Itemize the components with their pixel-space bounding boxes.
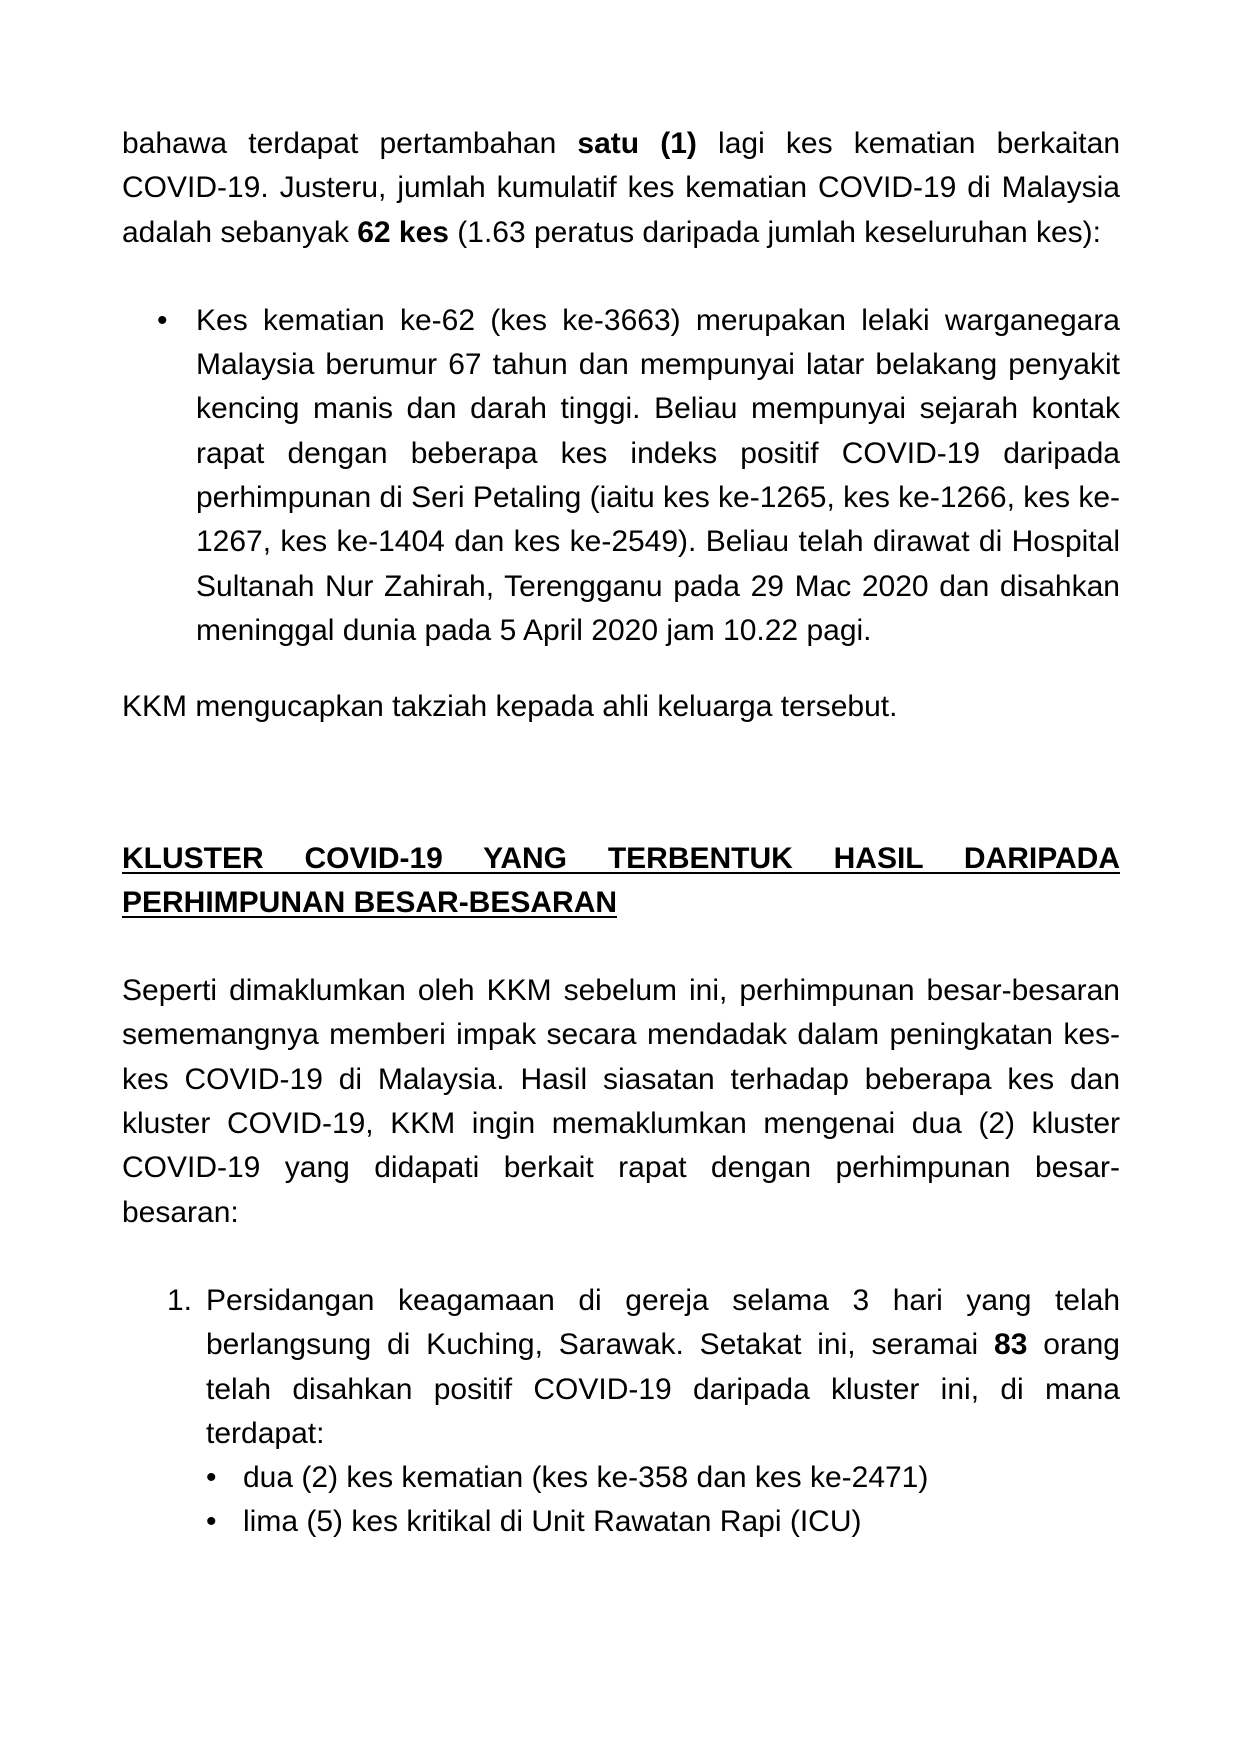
intro-text-2: lagi kes kematian berkaitan COVID-19. Justeru, jumlah kumulatif kes kematian COVID-19 di Malaysia adalah sebanyak: [122, 127, 1121, 249]
intro-bold-total: 62 kes: [357, 215, 449, 249]
intro-paragraph: [122, 122, 1120, 255]
list-number: 1.: [167, 1283, 193, 1317]
section-heading-line-1: KLUSTER COVID-19 YANG TERBENTUK HASIL DARIPADA: [122, 841, 1120, 875]
sub-list-item: [206, 1500, 1120, 1544]
intro-bold-count: satu (1): [577, 127, 697, 160]
bullet-icon: •: [157, 303, 168, 337]
section-heading: [122, 837, 1120, 926]
document-page: [122, 122, 1120, 1545]
intro-text-1: bahawa terdapat pertambahan: [122, 127, 578, 160]
section-heading-line-2: PERHIMPUNAN BESAR-BESARAN: [122, 885, 618, 919]
cluster-intro-paragraph: Seperti dimaklumkan oleh KKM sebelum ini, perhimpunan besar-besaran sememangnya memberi impak secara mendadak dalam peningkatan kes-kes COVID-19 di Malaysia. Hasil siasatan terhadap beberapa kes dan kluster COVID-19, KKM ingin memaklumkan mengenai dua (2) kluster COVID-19 yang didapati berkait rapat dengan perhimpunan besar-besaran:: [122, 974, 1120, 1229]
death-case-text: Kes kematian ke-62 (kes ke-3663) merupakan lelaki warganegara Malaysia berumur 67 tahun dan mempunyai latar belakang penyakit kencing manis dan darah tinggi. Beliau mempunyai sejarah kontak rapat dengan beberapa kes indeks positif COVID-19 daripada perhimpunan di Seri Petaling (iaitu kes ke-1265, kes ke-1266, kes ke-1267, kes ke-1404 dan kes ke-2549). Beliau telah dirawat di Hospital Sultanah Nur Zahirah, Terengganu pada 29 Mac 2020 dan disahkan meninggal dunia pada 5 April 2020 jam 10.22 pagi.: [196, 303, 1120, 647]
bullet-icon: •: [206, 1461, 217, 1495]
sub-item-text: lima (5) kes kritikal di Unit Rawatan Rapi (ICU): [243, 1505, 862, 1539]
sub-item-text: dua (2) kes kematian (kes ke-358 dan kes ke-2471): [243, 1461, 929, 1495]
cluster-item: [122, 1279, 1120, 1545]
sub-list-item: [206, 1456, 1120, 1500]
bullet-icon: •: [206, 1505, 217, 1539]
cluster-list: [122, 1279, 1120, 1545]
cluster-bold-count: 83: [994, 1328, 1028, 1362]
cluster-text-2: orang telah disahkan positif COVID-19 daripada kluster ini, di mana terdapat:: [206, 1328, 1120, 1450]
intro-text-3: (1.63 peratus daripada jumlah keseluruhan kes):: [448, 215, 1101, 249]
cluster-text-1: Persidangan keagamaan di gereja selama 3 hari yang telah berlangsung di Kuching, Sarawak. Setakat ini, seramai: [206, 1283, 1120, 1362]
cluster-sub-list: [206, 1456, 1120, 1545]
death-case-item: [122, 299, 1120, 653]
condolence-text: KKM mengucapkan takziah kepada ahli keluarga tersebut.: [122, 690, 898, 724]
death-case-list: [122, 299, 1120, 653]
